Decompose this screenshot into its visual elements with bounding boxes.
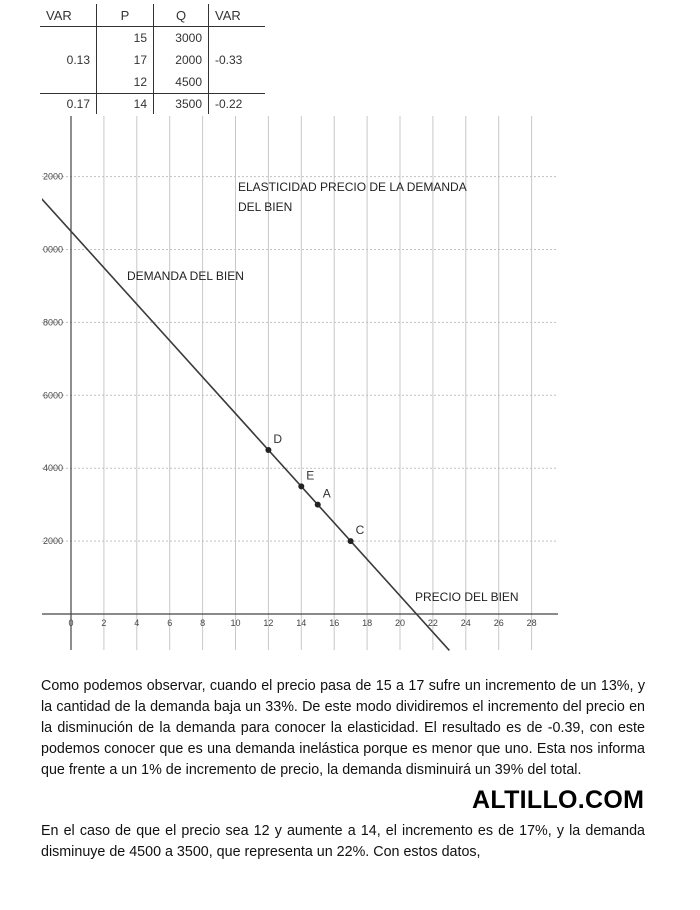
data-point-d [265,447,271,453]
cell-var-price [40,27,97,50]
x-tick-label: 8 [200,618,206,628]
x-tick-label: 24 [460,618,471,628]
cell-quantity: 3500 [154,94,209,115]
chart-labels [127,180,519,604]
cell-price: 12 [97,71,154,94]
y-tick-label: 2000 [43,536,64,547]
chart-tick-labels [43,172,537,628]
cell-quantity: 4500 [154,71,209,94]
cell-var-price: 0.17 [66,97,90,111]
chart-title-line2: DEL BIEN [238,200,293,214]
y-tick-label: 0000 [43,244,64,255]
table-header-row [40,4,265,27]
x-tick-label: 10 [230,618,241,628]
paragraph-analysis: Como podemos observar, cuando el precio pasa de 15 a 17 sufre un incremento de un 13%, y la cantidad de la demanda baja un 33%. De este modo dividiremos el incremento del precio en la disminución de la demanda para conocer la elasticidad. El resultado es de -0.39, con este podemos conocer que es una demanda inelástica porque es menor que uno. Esta nos informa que frente a un 1% de incremento de precio, la demanda disminuirá un 39% del total. [41,678,645,778]
cell-var-price: 0.13 [66,53,90,67]
x-tick-label: 20 [394,618,406,628]
x-tick-label: 2 [101,618,107,628]
chart-points [265,432,364,544]
data-point-c [348,538,354,544]
data-point-a [315,502,321,508]
elasticity-table [40,4,265,114]
x-tick-label: 16 [329,618,340,628]
series-label: DEMANDA DEL BIEN [127,269,244,283]
header-q: Q [154,4,209,27]
y-tick-label: 8000 [43,317,64,328]
x-tick-label: 12 [263,618,274,628]
cell-quantity: 2000 [154,49,209,71]
point-label-e: E [306,468,315,483]
x-axis-label: PRECIO DEL BIEN [415,590,519,604]
chart-title-line1: ELASTICIDAD PRECIO DE LA DEMANDA [238,180,467,194]
x-tick-label: 22 [427,618,438,628]
header-var-left: VAR [40,4,97,27]
table-row [40,94,265,115]
point-label-c: C [355,523,365,538]
cell-quantity: 3000 [154,27,209,50]
paragraph-continuation: En el caso de que el precio sea 12 y aumente a 14, el incremento es de 17%, y la demanda disminuye de 4500 a 3500, que representa un 22%. Con estos datos, [41,823,645,860]
chart-grid [42,116,558,650]
x-tick-label: 18 [362,618,373,628]
chart-series [38,195,449,651]
cell-price: 17 [97,49,154,71]
x-tick-label: 4 [134,618,140,628]
table-row [40,71,265,94]
cell-price: 15 [97,27,154,50]
x-tick-label: 14 [296,618,307,628]
chart-axes [42,116,558,650]
cell-var-quantity [209,71,266,94]
cell-price: 14 [97,94,154,115]
cell-var-quantity [209,27,266,50]
point-label-d: D [273,431,283,446]
brand-watermark: ALTILLO.COM [472,786,645,814]
cell-var-quantity: -0.22 [209,94,266,115]
x-tick-label: 28 [526,618,537,628]
demand-chart [0,116,700,656]
y-tick-label: 6000 [43,390,64,401]
table-row [40,49,265,71]
point-label-a: A [322,486,331,501]
x-tick-label: 0 [68,618,74,628]
y-tick-label: 4000 [43,463,64,474]
demand-line [38,195,449,651]
data-point-e [298,483,304,489]
x-tick-label: 26 [493,618,504,628]
header-var-right: VAR [209,4,266,27]
cell-var-price [40,71,97,94]
table-row [40,27,265,50]
header-p: P [97,4,154,27]
x-tick-label: 6 [167,618,173,628]
y-tick-label: 2000 [43,171,64,182]
cell-var-quantity: -0.33 [209,49,266,71]
